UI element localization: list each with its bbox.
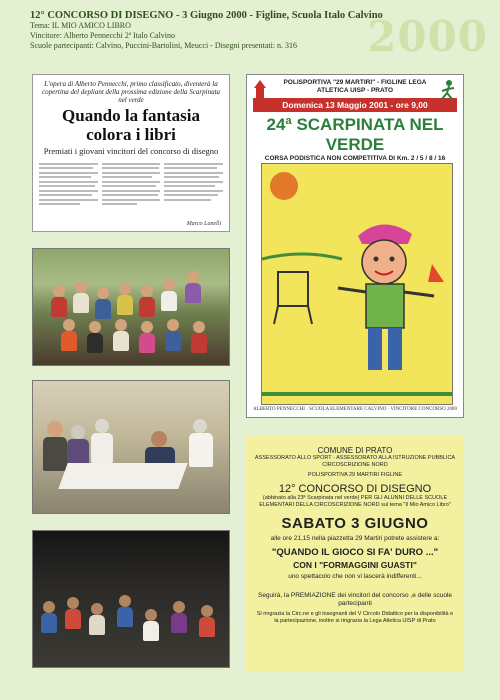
invite-premiazione: Seguirà, la PREMIAZIONE dei vincitori del concorso ,e delle scuole partecipanti (257, 592, 452, 607)
photo-group-children (32, 248, 230, 366)
invite-concorso-title: 12° CONCORSO DI DISEGNO (278, 483, 432, 495)
header-title: 12° CONCORSO DI DISEGNO - 3 Giugno 2000 - Figline, Scuola Italo Calvino (30, 10, 383, 21)
year-watermark: 2000 (367, 12, 488, 61)
photo-evening-show (32, 530, 230, 668)
clipping-lead: L'opera di Alberto Pennecchi, primo classificato, diventerà la copertina del depliant della prossima edizione della Scarpinata nel verde (41, 80, 221, 104)
drawing-illustration (262, 164, 452, 404)
invite-date-headline: SABATO 3 GIUGNO (281, 515, 429, 532)
poster-title: 24ª SCARPINATA NEL VERDE (266, 115, 444, 154)
header-tema: Tema: IL MIO AMICO LIBRO (30, 21, 131, 30)
clipping-headline: Quando la fantasia colora i libri (62, 106, 200, 144)
clipping-body-columns (39, 160, 223, 208)
clipping-column (164, 160, 223, 208)
clipping-column (39, 160, 98, 208)
header-vincitore: Vincitore: Alberto Pennecchi 2ª Italo Calvino (30, 31, 176, 40)
invite-comune: COMUNE DI PRATO (317, 446, 393, 455)
clipping-column (102, 160, 161, 208)
poster-date: Domenica 13 Maggio 2001 - ore 9,00 (253, 98, 457, 112)
page-header (30, 10, 390, 51)
header-scuole: Scuole partecipanti: Calvino, Puccini-Bartolini, Meucci - Disegni presentati: n. 316 (30, 41, 298, 50)
invite-show-title: "QUANDO IL GIOCO SI FA' DURO ..." (271, 547, 439, 558)
poster-credit: ALBERTO PENNECCHI · SCUOLA ELEMENTARE CALVINO · VINCITORE CONCORSO 2000 (253, 407, 457, 412)
runner-logo-icon (439, 79, 457, 101)
show-invitation (246, 436, 464, 672)
club-logo-icon (253, 79, 267, 101)
invite-polisportiva: POLISPORTIVA 29 MARTIRI FIGLINE (307, 472, 403, 478)
clipping-signature: Marco Lunelli (186, 221, 221, 227)
poster-organizer: POLISPORTIVA "29 MARTIRI" - FIGLINE LEGA ATLETICA UISP - PRATO (283, 79, 427, 94)
invite-assessorati: ASSESSORATO ALLO SPORT - ASSESSORATO ALLA ISTRUZIONE PUBBLICA CIRCOSCRIZIONE NORD (254, 455, 456, 468)
invite-thanks: Si ringrazia la Circ.ne e gli insegnanti del V Circolo Didattico per la disponibilità e la partecipazione, inoltre si ringrazia la Lega Atletica UISP di Prato (256, 611, 454, 624)
clipping-subhead: Premiati i giovani vincitori del concorso di disegno (43, 146, 219, 156)
scarpinata-poster (246, 74, 464, 418)
poster-race-info: CORSA PODISTICA NON COMPETITIVA DI Km. 2 / 5 / 8 / 16 (264, 155, 446, 162)
invite-performers: CON I "FORMAGGINI GUASTI" (293, 560, 417, 570)
invite-abbinato: (abbinato alla 23ª Scarpinata nel verde) PER GLI ALUNNI DELLE SCUOLE ELEMENTARI DELLA CIRCOSCRIZIONE NORD sul tema "Il Mio Amico Libro" (259, 495, 451, 508)
photo-jury-at-table (32, 380, 230, 514)
newspaper-clipping (32, 74, 230, 232)
child-drawing (261, 163, 453, 405)
invite-time-place: alle ore 21,15 nella piazzetta 29 Martiri potrete assistere a: (270, 535, 440, 542)
invite-tagline: uno spettacolo che non vi lascerà indifferenti... (288, 573, 422, 580)
